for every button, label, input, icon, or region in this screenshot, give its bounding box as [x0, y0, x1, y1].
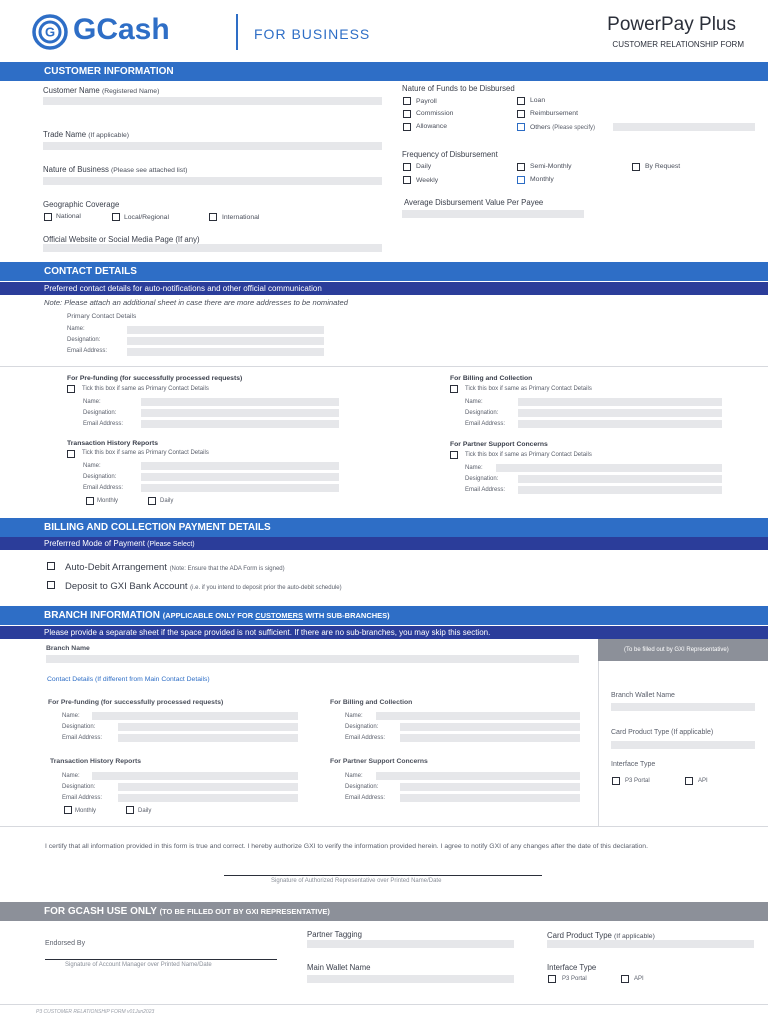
funds-others-field[interactable]	[613, 123, 755, 131]
txhistory-daily-label: Daily	[160, 498, 174, 504]
primary-designation-field[interactable]	[127, 337, 324, 345]
customer-name-field[interactable]	[43, 97, 382, 105]
branch-prefunding-designation-field[interactable]	[118, 723, 298, 731]
funds-allowance-label: Allowance	[416, 123, 447, 130]
prefunding-name-field[interactable]	[141, 398, 339, 406]
funds-others-text: Others	[530, 124, 551, 131]
branch-card-product-label: Card Product Type (If applicable)	[611, 729, 714, 736]
funds-reimbursement-checkbox[interactable]	[517, 110, 525, 118]
branch-txhistory-name-field[interactable]	[92, 772, 298, 780]
partner-name-label: Name:	[465, 465, 483, 471]
deposit-note: (i.e. if you intend to deposit prior the auto-debit schedule)	[190, 585, 342, 591]
billing-same-label: Tick this box if same as Primary Contact Details	[465, 386, 592, 392]
billing-payment-header: BILLING AND COLLECTION PAYMENT DETAILS	[0, 518, 768, 537]
branch-title-note-c: WITH SUB-BRANCHES)	[303, 611, 390, 620]
primary-designation-label: Designation:	[67, 337, 101, 343]
branch-billing-name-field[interactable]	[376, 712, 580, 720]
partner-name-field[interactable]	[496, 464, 722, 472]
form-title: CUSTOMER RELATIONSHIP FORM	[612, 40, 744, 49]
endorsed-by-label: Endorsed By	[45, 940, 86, 947]
branch-partner-designation-label: Designation:	[345, 784, 379, 790]
funds-others-note: (Please specify)	[552, 125, 595, 131]
trade-name-label	[43, 130, 129, 139]
funds-others-label	[530, 124, 595, 131]
header-divider	[236, 14, 238, 50]
partner-same-label: Tick this box if same as Primary Contact Details	[465, 452, 592, 458]
trade-name-field[interactable]	[43, 142, 382, 150]
deposit-label	[65, 581, 342, 592]
branch-wallet-label: Branch Wallet Name	[611, 692, 675, 699]
trade-name-note: (If applicable)	[88, 132, 130, 139]
gcash-card-product-note: (If applicable)	[614, 933, 655, 940]
nature-business-label	[43, 165, 187, 174]
branch-prefunding-designation-label: Designation:	[62, 724, 96, 730]
billing-sub-bar	[0, 537, 768, 550]
txhistory-name-field[interactable]	[141, 462, 339, 470]
freq-monthly-label: Monthly	[530, 176, 554, 183]
deposit-text: Deposit to GXI Bank Account	[65, 581, 188, 592]
svg-text:G: G	[44, 24, 56, 40]
billing-same-checkbox[interactable]	[450, 385, 458, 393]
product-title: PowerPay Plus	[607, 14, 736, 35]
auto-debit-label	[65, 562, 285, 573]
branch-api-checkbox[interactable]	[685, 777, 693, 785]
freq-semimonthly-label: Semi-Monthly	[530, 163, 572, 170]
customer-name-label	[43, 86, 159, 95]
gcash-use-title: FOR GCASH USE ONLY	[44, 906, 157, 917]
branch-partner-title: For Partner Support Concerns	[330, 758, 428, 765]
auto-debit-text: Auto-Debit Arrangement	[65, 562, 167, 573]
auto-debit-note: (Note: Ensure that the ADA Form is signed)	[169, 566, 285, 572]
brand-name: GCash	[73, 13, 170, 46]
nature-funds-label: Nature of Funds to be Disbursed	[402, 84, 515, 93]
branch-billing-title: For Billing and Collection	[330, 699, 413, 706]
branch-contact-details-title: Contact Details (If different from Main Contact Details)	[47, 676, 210, 683]
partner-email-label: Email Address:	[465, 487, 506, 493]
prefunding-email-label: Email Address:	[83, 421, 124, 427]
partner-same-checkbox[interactable]	[450, 451, 458, 459]
gcash-logo-icon	[32, 14, 68, 50]
am-signature-label: Signature of Account Manager over Printed Name/Date	[65, 962, 212, 968]
gcash-api-checkbox[interactable]	[621, 975, 629, 983]
gcash-card-product-field[interactable]	[547, 940, 754, 948]
branch-title-text: BRANCH INFORMATION	[44, 610, 160, 621]
section-title-information: INFORMATION	[101, 66, 174, 77]
branch-partner-name-label: Name:	[345, 773, 363, 779]
geo-international-label: International	[222, 214, 260, 221]
website-field[interactable]	[43, 244, 382, 252]
for-business-label: FOR BUSINESS	[254, 26, 371, 42]
funds-loan-checkbox[interactable]	[517, 97, 525, 105]
branch-p3-label: P3 Portal	[625, 778, 650, 784]
contact-note: Note: Please attach an additional sheet in case there are more addresses to be nominated	[44, 298, 348, 307]
customer-info-header	[0, 62, 768, 81]
branch-card-product-field[interactable]	[611, 741, 755, 749]
branch-name-field[interactable]	[46, 655, 579, 663]
branch-partner-designation-field[interactable]	[400, 783, 580, 791]
branch-wallet-field[interactable]	[611, 703, 755, 711]
branch-partner-name-field[interactable]	[376, 772, 580, 780]
primary-name-label: Name:	[67, 326, 85, 332]
branch-prefunding-name-label: Name:	[62, 713, 80, 719]
branch-prefunding-email-field[interactable]	[118, 734, 298, 742]
am-signature-line	[45, 959, 277, 960]
authorized-signature-label: Signature of Authorized Representative over Printed Name/Date	[271, 878, 442, 884]
customer-name-note: (Registered Name)	[101, 88, 160, 95]
freq-daily-checkbox[interactable]	[403, 163, 411, 171]
footer-divider	[0, 1004, 768, 1005]
branch-billing-email-field[interactable]	[400, 734, 580, 742]
gcash-api-label: API	[634, 976, 644, 982]
primary-contact-title: Primary Contact Details	[67, 313, 137, 320]
branch-txhistory-designation-field[interactable]	[118, 783, 298, 791]
funds-reimbursement-label: Reimbursement	[530, 110, 578, 117]
nature-business-note: (Please see attached list)	[111, 167, 188, 174]
partner-designation-field[interactable]	[518, 475, 722, 483]
branch-bottom-divider	[0, 826, 768, 827]
txhistory-monthly-checkbox[interactable]	[86, 497, 94, 505]
branch-title-note-a: (APPLICABLE ONLY FOR	[162, 611, 256, 620]
geo-national-label: National	[56, 213, 81, 220]
avg-value-field[interactable]	[402, 210, 584, 218]
freq-weekly-label: Weekly	[416, 177, 439, 184]
billing-designation-label: Designation:	[465, 410, 499, 416]
billing-designation-field[interactable]	[518, 409, 722, 417]
partner-tagging-label: Partner Tagging	[307, 930, 362, 939]
branch-billing-name-label: Name:	[345, 713, 363, 719]
contact-sub-bar: Preferred contact details for auto-notifications and other official communication	[0, 282, 768, 295]
billing-email-field[interactable]	[518, 420, 722, 428]
funds-payroll-label: Payroll	[416, 98, 437, 105]
branch-prefunding-email-label: Email Address:	[62, 735, 103, 741]
branch-txhistory-name-label: Name:	[62, 773, 80, 779]
billing-contact-title: For Billing and Collection	[450, 375, 533, 382]
footer-version: P3 CUSTOMER RELATIONSHIP FORM v01Jun2023	[36, 1009, 155, 1015]
customer-name-text: Customer Name	[43, 86, 100, 95]
partner-email-field[interactable]	[518, 486, 722, 494]
funds-loan-label: Loan	[530, 97, 546, 104]
freq-semimonthly-checkbox[interactable]	[517, 163, 525, 171]
funds-allowance-checkbox[interactable]	[403, 123, 411, 131]
prefunding-title: For Pre-funding (for successfully processed requests)	[67, 375, 243, 382]
freq-daily-label: Daily	[416, 163, 432, 170]
contact-divider	[0, 366, 768, 367]
authorized-signature-line	[224, 875, 542, 876]
gcash-card-product-text: Card Product Type	[547, 931, 612, 940]
txhistory-daily-checkbox[interactable]	[148, 497, 156, 505]
gcash-p3-label: P3 Portal	[562, 976, 587, 982]
txhistory-name-label: Name:	[83, 463, 101, 469]
branch-name-label: Branch Name	[46, 645, 90, 652]
branch-api-label: API	[698, 778, 708, 784]
branch-billing-email-label: Email Address:	[345, 735, 386, 741]
billing-name-field[interactable]	[518, 398, 722, 406]
txhistory-email-field[interactable]	[141, 484, 339, 492]
freq-monthly-checkbox[interactable]	[517, 176, 525, 184]
branch-info-header	[0, 606, 768, 625]
branch-sub-bar: Please provide a separate sheet if the space provided is not sufficient. If there are no sub-branches, you may skip this section.	[0, 626, 768, 639]
branch-prefunding-name-field[interactable]	[92, 712, 298, 720]
billing-sub-bar-text: Preferrred Mode of Payment	[44, 539, 145, 548]
main-wallet-field[interactable]	[307, 975, 514, 983]
primary-email-label: Email Address:	[67, 348, 108, 354]
billing-sub-bar-note: (Please Select)	[147, 541, 195, 548]
prefunding-same-label: Tick this box if same as Primary Contact Details	[82, 386, 209, 392]
partner-tagging-field[interactable]	[307, 940, 514, 948]
prefunding-designation-field[interactable]	[141, 409, 339, 417]
gxi-panel-note: (To be filled out by GXI Representative)	[624, 647, 729, 653]
txhistory-designation-field[interactable]	[141, 473, 339, 481]
txhistory-same-checkbox[interactable]	[67, 450, 75, 458]
nature-business-field[interactable]	[43, 177, 382, 185]
main-wallet-label: Main Wallet Name	[307, 963, 371, 972]
branch-billing-designation-field[interactable]	[400, 723, 580, 731]
auto-debit-checkbox[interactable]	[47, 562, 55, 570]
gcash-use-header	[0, 902, 768, 921]
billing-name-label: Name:	[465, 399, 483, 405]
billing-email-label: Email Address:	[465, 421, 506, 427]
branch-txhistory-designation-label: Designation:	[62, 784, 96, 790]
freq-byrequest-checkbox[interactable]	[632, 163, 640, 171]
branch-interface-label: Interface Type	[611, 761, 656, 768]
geo-coverage-label: Geographic Coverage	[43, 200, 120, 209]
branch-partner-email-field[interactable]	[400, 794, 580, 802]
prefunding-name-label: Name:	[83, 399, 101, 405]
txhistory-same-label: Tick this box if same as Primary Contact Details	[82, 450, 209, 456]
gcash-card-product-label	[547, 931, 655, 940]
gcash-use-note: (TO BE FILLED OUT BY GXI REPRESENTATIVE)	[159, 907, 330, 916]
branch-daily-checkbox[interactable]	[126, 806, 134, 814]
txhistory-designation-label: Designation:	[83, 474, 117, 480]
primary-email-field[interactable]	[127, 348, 324, 356]
funds-commission-checkbox[interactable]	[403, 110, 411, 118]
primary-name-field[interactable]	[127, 326, 324, 334]
contact-details-header: CONTACT DETAILS	[0, 262, 768, 281]
branch-txhistory-title: Transaction History Reports	[50, 758, 142, 765]
branch-title-note-b: CUSTOMERS	[255, 611, 304, 620]
geo-national-checkbox[interactable]	[44, 213, 52, 221]
funds-payroll-checkbox[interactable]	[403, 97, 411, 105]
branch-p3-checkbox[interactable]	[612, 777, 620, 785]
txhistory-title: Transaction History Reports	[67, 440, 159, 447]
gcash-interface-label: Interface Type	[547, 963, 597, 972]
partner-designation-label: Designation:	[465, 476, 499, 482]
branch-txhistory-email-field[interactable]	[118, 794, 298, 802]
funds-others-checkbox[interactable]	[517, 123, 525, 131]
gcash-p3-checkbox[interactable]	[548, 975, 556, 983]
freq-weekly-checkbox[interactable]	[403, 176, 411, 184]
funds-commission-label: Commission	[416, 110, 454, 117]
branch-txhistory-email-label: Email Address:	[62, 795, 103, 801]
avg-value-label: Average Disbursement Value Per Payee	[404, 198, 544, 207]
branch-prefunding-title: For Pre-funding (for successfully processed requests)	[48, 699, 224, 706]
prefunding-designation-label: Designation:	[83, 410, 117, 416]
branch-monthly-checkbox[interactable]	[64, 806, 72, 814]
frequency-label: Frequency of Disbursement	[402, 150, 498, 159]
branch-daily-label: Daily	[138, 808, 152, 814]
partner-title: For Partner Support Concerns	[450, 441, 548, 448]
geo-local-label: Local/Regional	[124, 214, 169, 221]
freq-byrequest-label: By Request	[645, 163, 681, 170]
trade-name-text: Trade Name	[43, 130, 87, 139]
branch-monthly-label: Monthly	[75, 808, 97, 814]
branch-partner-email-label: Email Address:	[345, 795, 386, 801]
certification-text: I certify that all information provided in this form is true and correct. I hereby authorize GXI to verify the information provided herein. I agree to notify GXI of any changes after the date of this declaration.	[45, 843, 648, 850]
geo-international-checkbox[interactable]	[209, 213, 217, 221]
prefunding-same-checkbox[interactable]	[67, 385, 75, 393]
txhistory-monthly-label: Monthly	[97, 498, 119, 504]
branch-billing-designation-label: Designation:	[345, 724, 379, 730]
prefunding-email-field[interactable]	[141, 420, 339, 428]
txhistory-email-label: Email Address:	[83, 485, 124, 491]
deposit-checkbox[interactable]	[47, 581, 55, 589]
nature-business-text: Nature of Business	[43, 165, 109, 174]
geo-local-checkbox[interactable]	[112, 213, 120, 221]
section-title-customer: CUSTOMER	[44, 66, 102, 77]
website-label: Official Website or Social Media Page (If any)	[43, 235, 200, 244]
